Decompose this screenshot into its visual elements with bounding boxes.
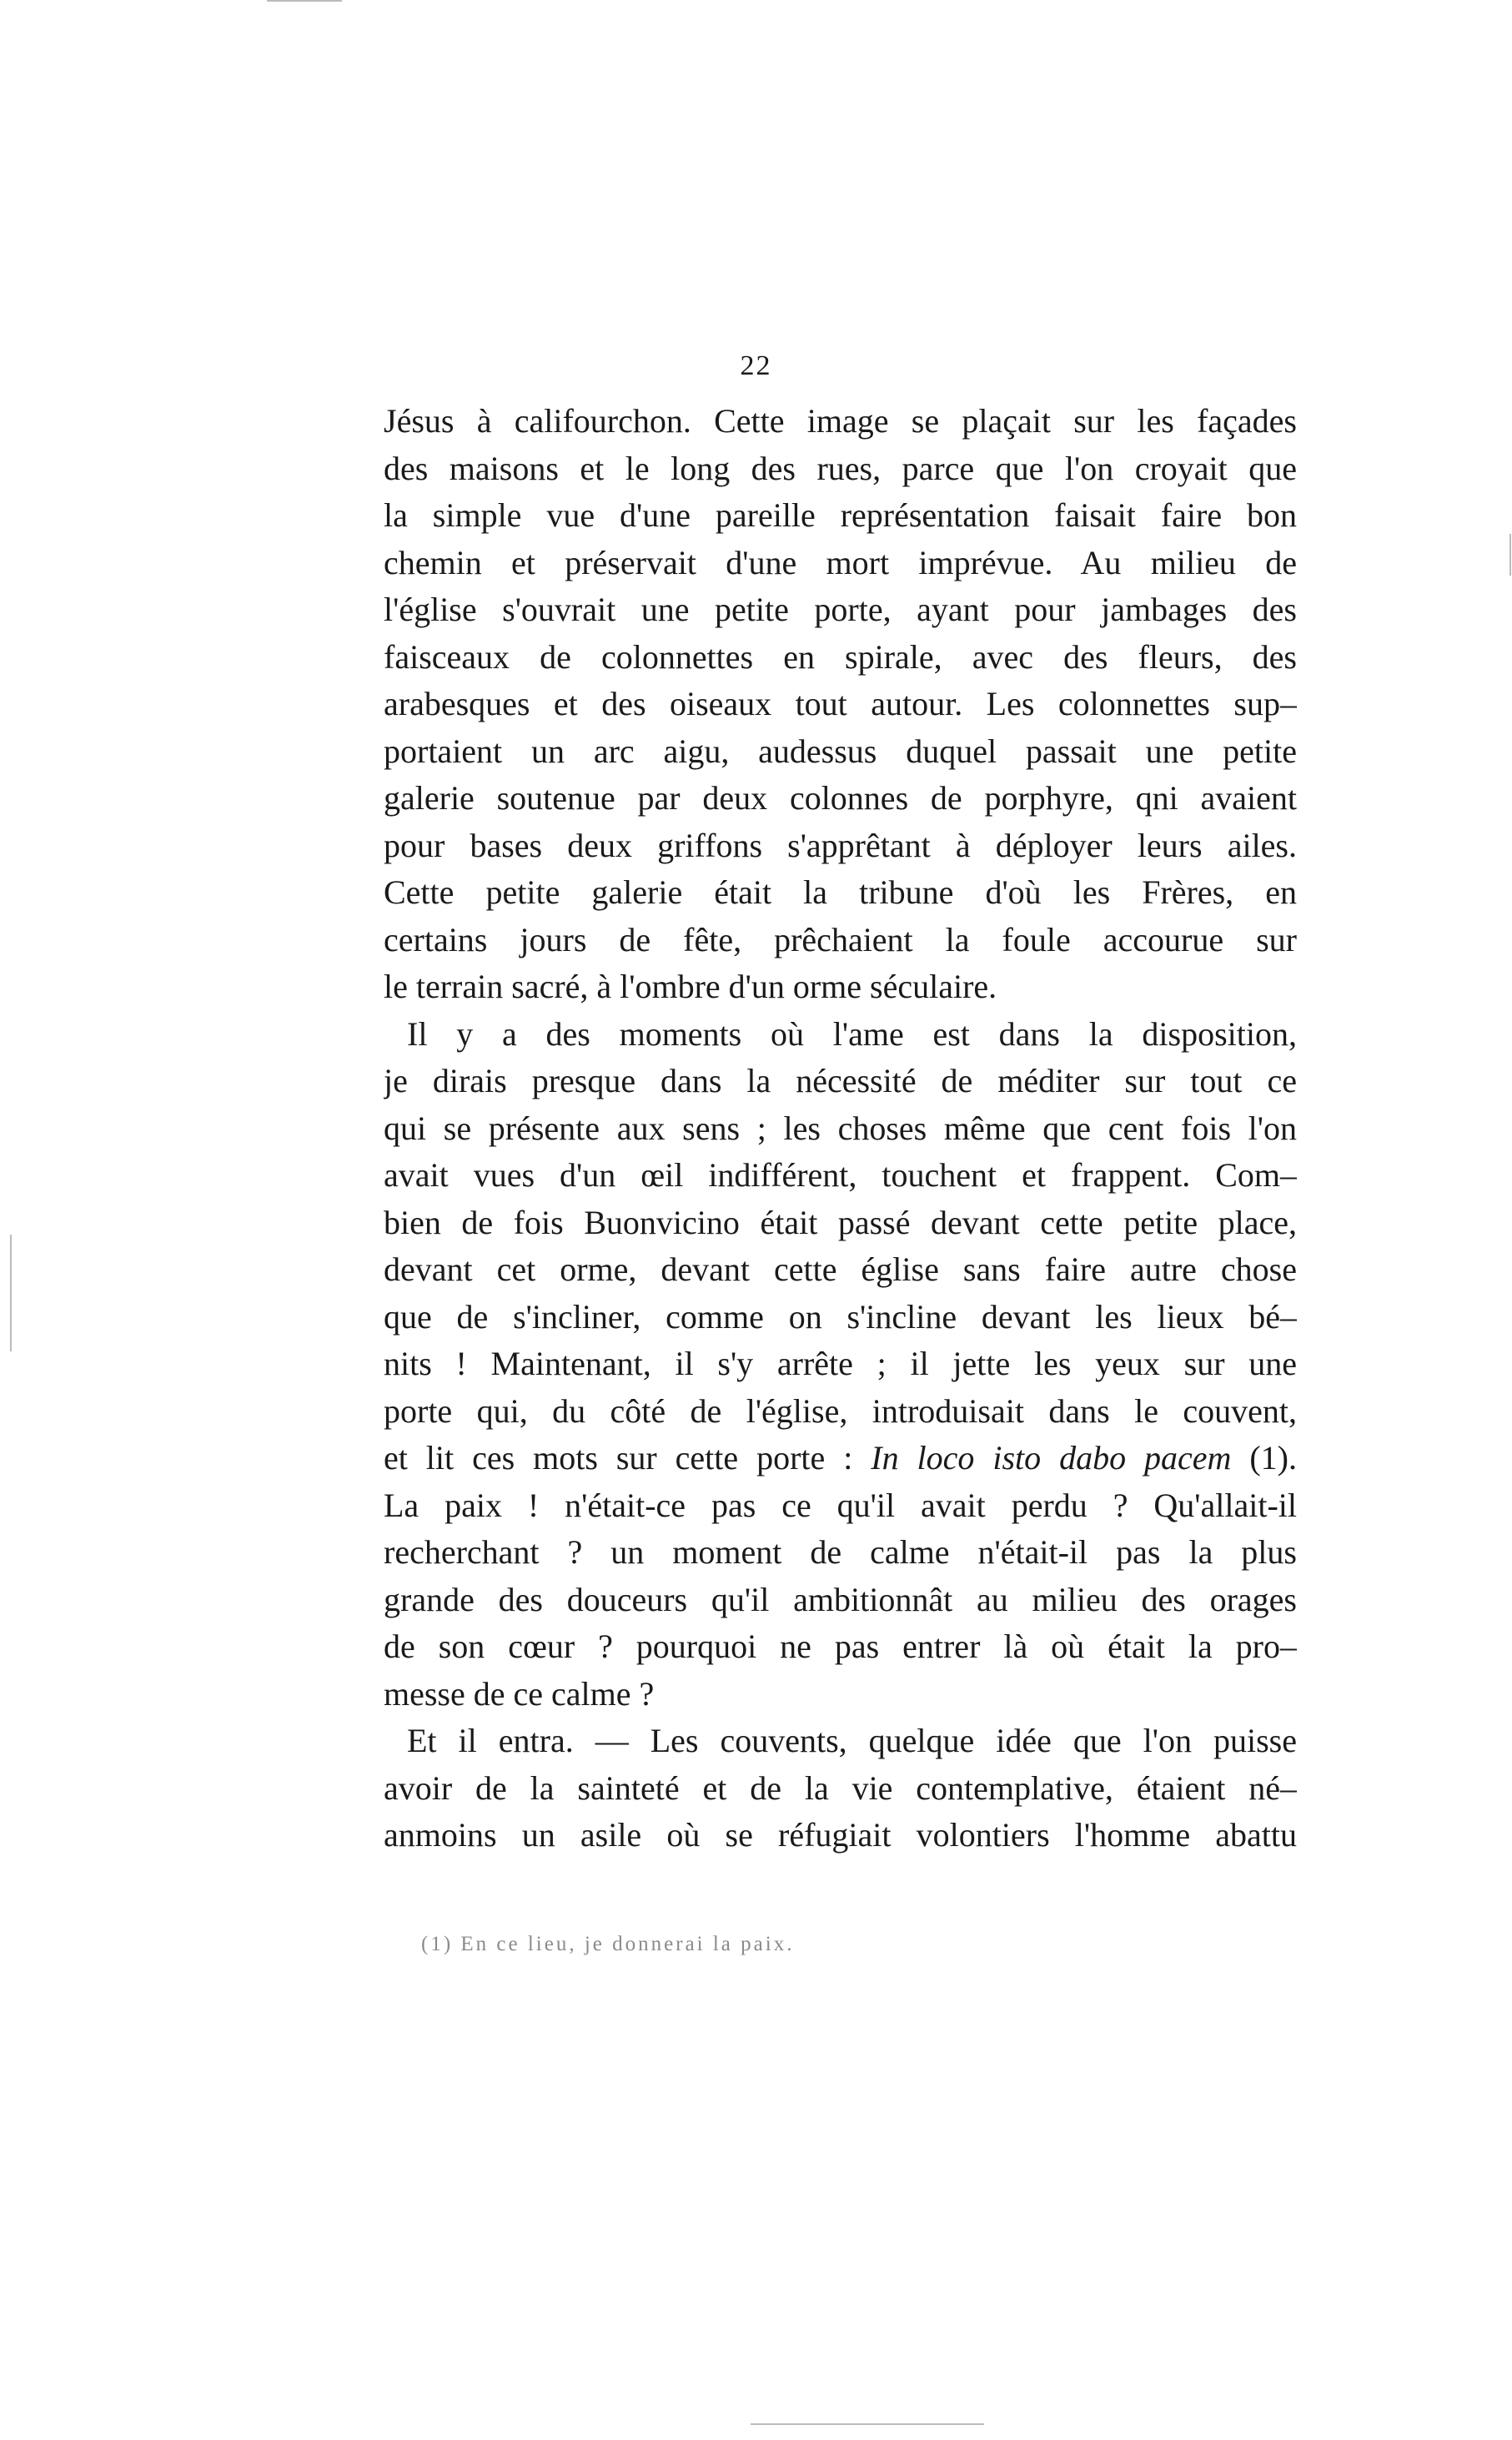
text-line: devant cet orme, devant cette église sans faire autre chose xyxy=(384,1250,1297,1288)
page-number: 22 xyxy=(740,350,772,381)
latin-quote: In loco isto dabo pacem xyxy=(871,1439,1232,1477)
text-line: qui se présente aux sens ; les choses même que cent fois l'on xyxy=(384,1109,1297,1147)
body-text xyxy=(384,398,1297,1859)
text-line: messe de ce calme ? xyxy=(384,1674,655,1713)
text-line: arabesques et des oiseaux tout autour. Les colonnettes sup– xyxy=(384,685,1297,722)
scan-edge-mark xyxy=(267,0,342,2)
text-line: Cette petite galerie était la tribune d'où les Frères, en xyxy=(384,873,1297,911)
text-line: chemin et préservait d'une mort imprévue. Au milieu de xyxy=(384,543,1297,581)
scan-edge-mark xyxy=(751,2423,984,2425)
text-line: La paix ! n'était-ce pas ce qu'il avait perdu ? Qu'allait-il xyxy=(384,1486,1297,1524)
text-line: Et il entra. — Les couvents, quelque idée que l'on puisse xyxy=(407,1722,1297,1759)
text-line: porte qui, du côté de l'église, introduisait dans le couvent, xyxy=(384,1391,1297,1430)
text-line: galerie soutenue par deux colonnes de porphyre, qni avaient xyxy=(384,779,1297,817)
text-line: je dirais presque dans la nécessité de méditer sur tout ce xyxy=(384,1062,1297,1099)
text-line: Il y a des moments où l'ame est dans la disposition, xyxy=(407,1014,1297,1053)
text-line: Jésus à califourchon. Cette image se plaçait sur les façades xyxy=(384,402,1297,440)
quote-lead: et lit ces mots sur cette porte : xyxy=(384,1439,872,1477)
text-line: la simple vue d'une pareille représentation faisait faire bon xyxy=(384,496,1297,534)
text-line: de son cœur ? pourquoi ne pas entrer là où était la pro– xyxy=(384,1628,1297,1665)
text-line-with-quote xyxy=(384,1435,1297,1482)
scan-edge-mark xyxy=(1509,534,1511,576)
text-line: recherchant ? un moment de calme n'était-il pas la plus xyxy=(384,1533,1297,1571)
text-line: anmoins un asile où se réfugiait volontiers l'homme abattu xyxy=(384,1816,1297,1854)
footnote: (1) En ce lieu, je donnerai la paix. xyxy=(421,1933,795,1955)
text-line: pour bases deux griffons s'apprêtant à déployer leurs ailes. xyxy=(384,826,1297,864)
text-line: le terrain sacré, à l'ombre d'un orme séculaire. xyxy=(384,968,997,1005)
footnote-ref: (1). xyxy=(1231,1439,1297,1477)
scan-edge-mark xyxy=(10,1235,12,1351)
text-line: avoir de la sainteté et de la vie contemplative, étaient né– xyxy=(384,1768,1297,1807)
text-line: des maisons et le long des rues, parce que l'on croyait que xyxy=(384,449,1297,487)
text-line: grande des douceurs qu'il ambitionnât au milieu des orages xyxy=(384,1580,1297,1618)
text-line: l'église s'ouvrait une petite porte, ayant pour jambages des xyxy=(384,591,1297,628)
text-line: portaient un arc aigu, audessus duquel passait une petite xyxy=(384,732,1297,770)
text-line: faisceaux de colonnettes en spirale, avec des fleurs, des xyxy=(384,637,1297,676)
text-line: avait vues d'un œil indifférent, touchent et frappent. Com– xyxy=(384,1156,1297,1194)
text-line: que de s'incliner, comme on s'incline devant les lieux bé– xyxy=(384,1297,1297,1336)
text-line: certains jours de fête, prêchaient la foule accourue sur xyxy=(384,920,1297,958)
text-line: nits ! Maintenant, il s'y arrête ; il jette les yeux sur une xyxy=(384,1345,1297,1382)
text-line: bien de fois Buonvicino était passé devant cette petite place, xyxy=(384,1203,1297,1241)
